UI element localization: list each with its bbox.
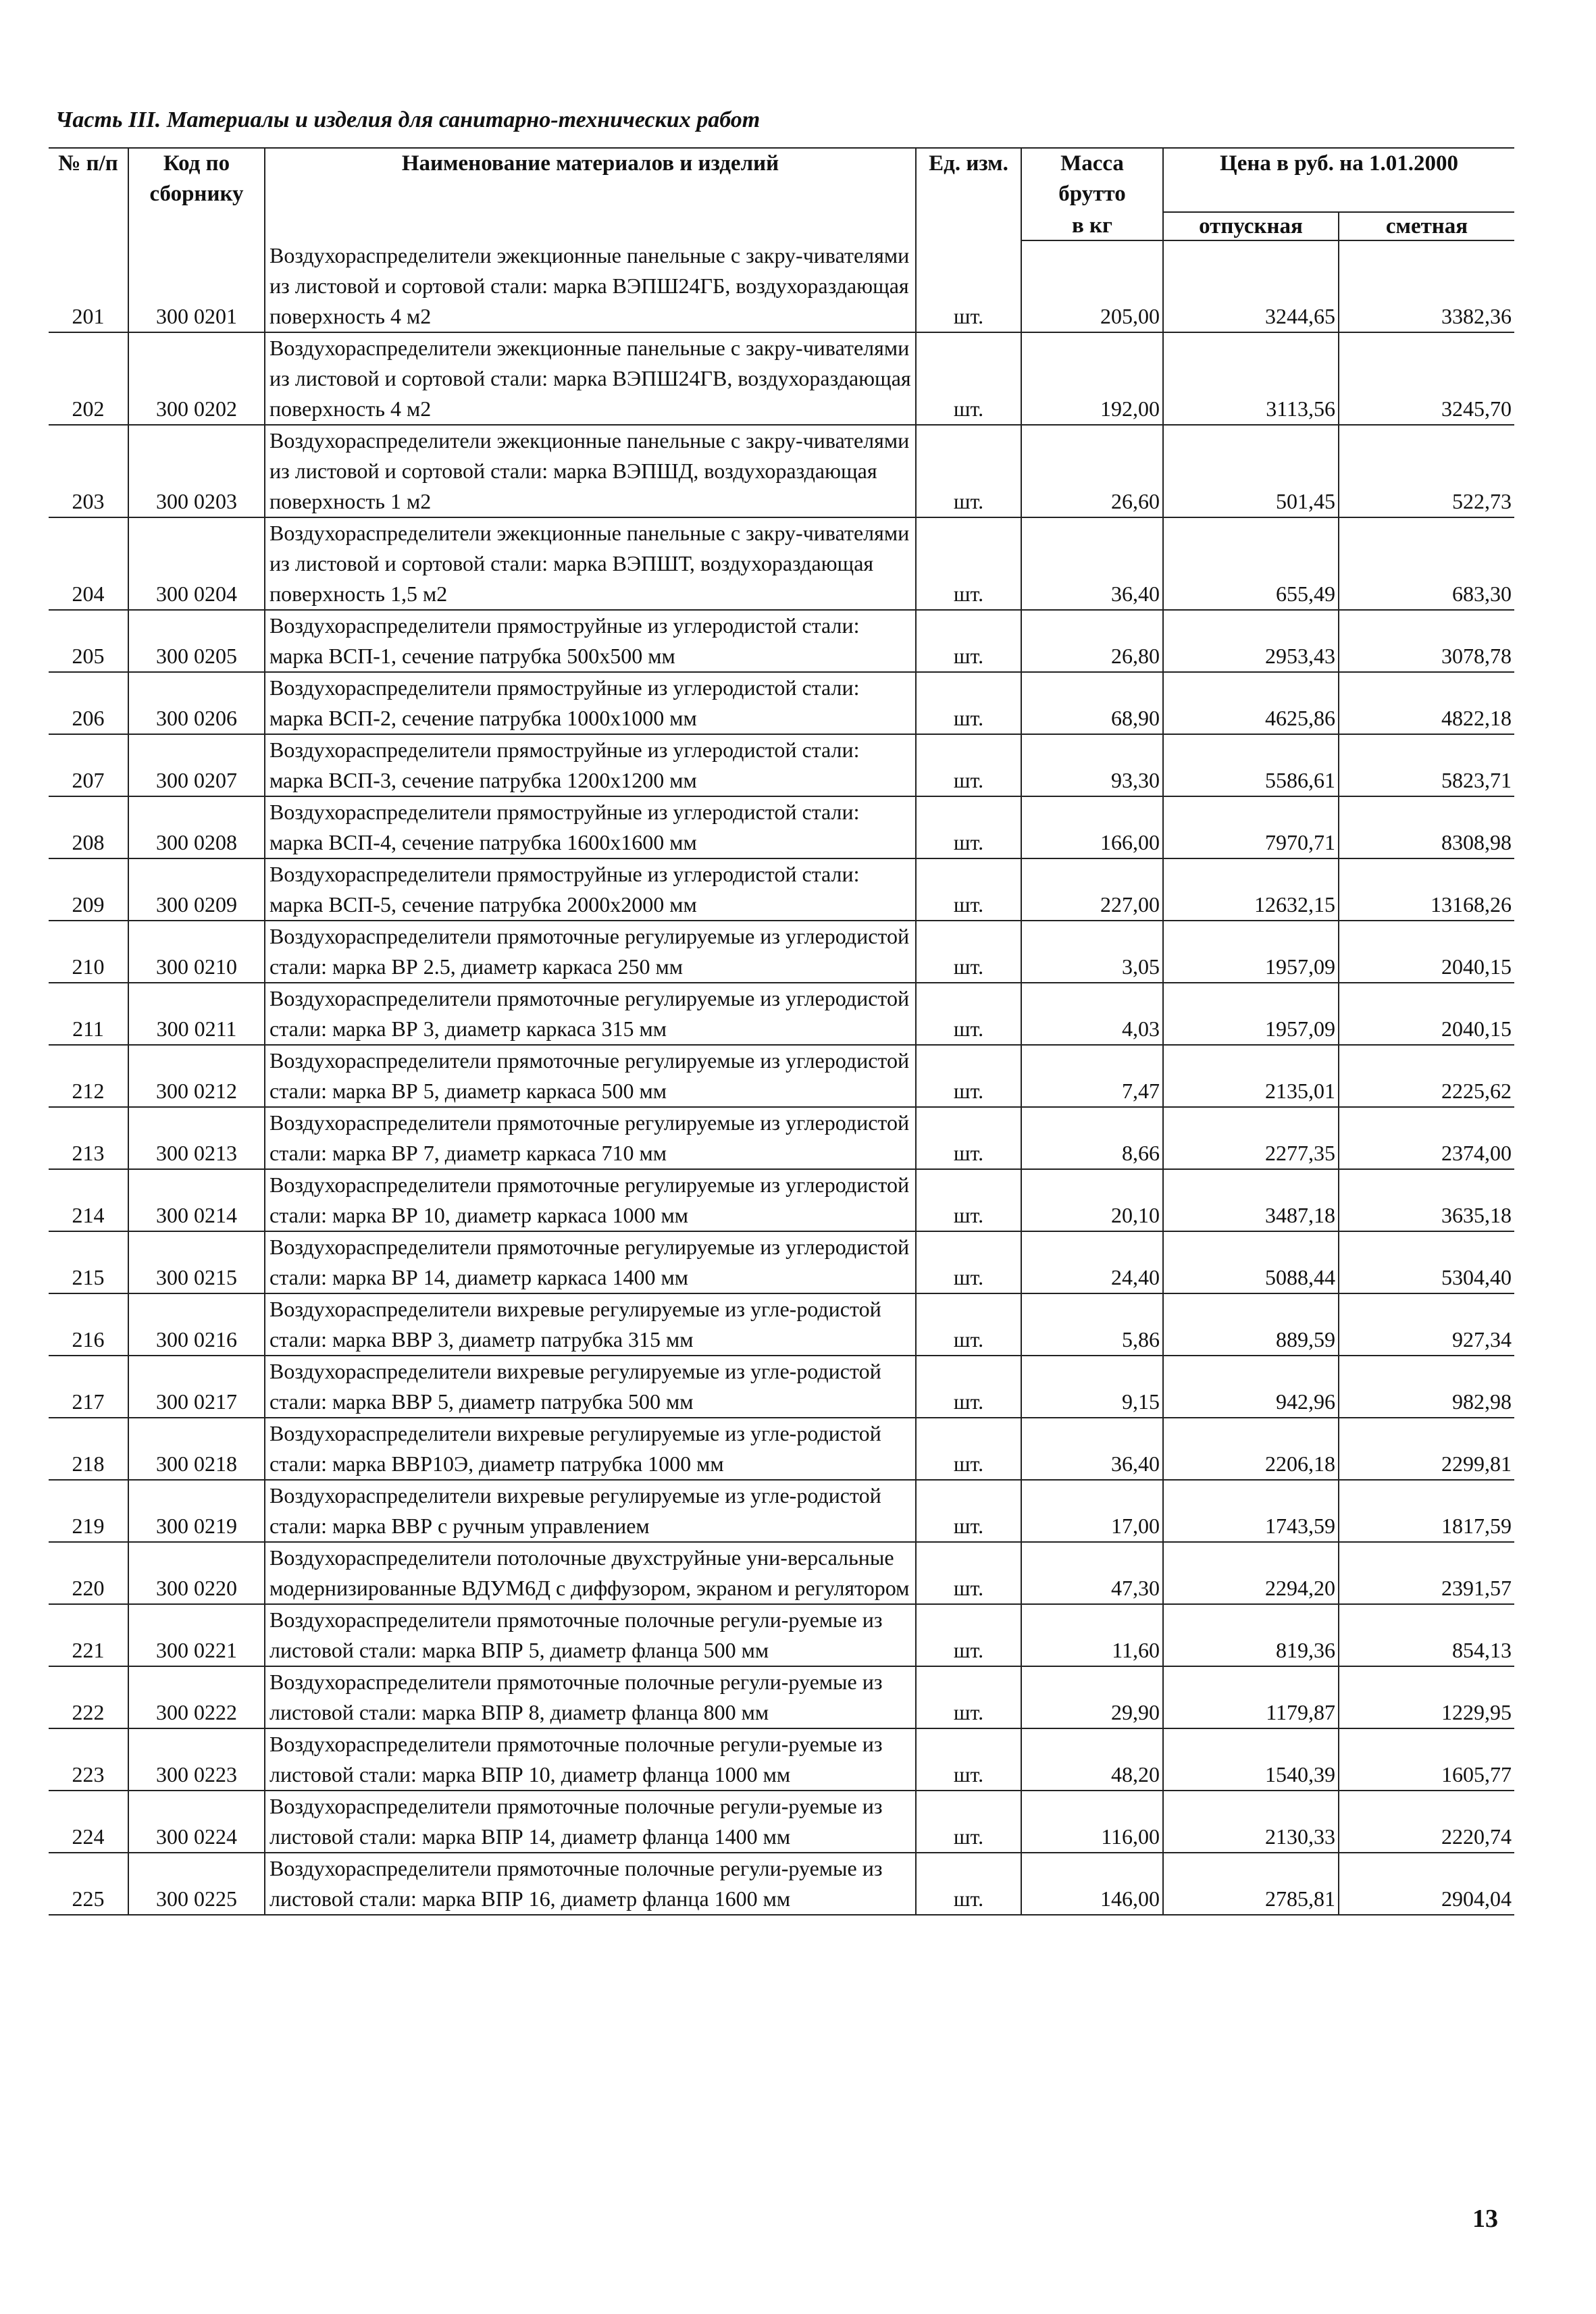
table-row xyxy=(49,983,1514,1045)
row-number: 211 xyxy=(49,983,128,1045)
row-unit: шт. xyxy=(916,858,1021,921)
row-mass: 116,00 xyxy=(1021,1791,1163,1853)
row-name: Воздухораспределители прямоточные полочные регули-руемые из листовой стали: марка ВПР 16, диаметр фланца 1600 мм xyxy=(265,1853,916,1915)
table-row xyxy=(49,1604,1514,1666)
row-code: 300 0210 xyxy=(128,921,265,983)
row-price-estimate: 5304,40 xyxy=(1339,1231,1514,1293)
row-code: 300 0222 xyxy=(128,1666,265,1728)
row-price-estimate: 1817,59 xyxy=(1339,1480,1514,1542)
row-mass: 4,03 xyxy=(1021,983,1163,1045)
row-name: Воздухораспределители эжекционные панельные с закру-чивателями из листовой и сортовой стали: марка ВЭПШ24ГБ, воздухораздающая поверхность 4 м2 xyxy=(265,240,916,332)
row-price-estimate: 2374,00 xyxy=(1339,1107,1514,1169)
row-unit: шт. xyxy=(916,1604,1021,1666)
row-number: 224 xyxy=(49,1791,128,1853)
row-code: 300 0201 xyxy=(128,240,265,332)
row-mass: 26,60 xyxy=(1021,425,1163,517)
row-unit: шт. xyxy=(916,796,1021,858)
row-code: 300 0209 xyxy=(128,858,265,921)
row-unit: шт. xyxy=(916,1480,1021,1542)
col-header-mass-unit: в кг xyxy=(1021,212,1163,240)
row-price-release: 2294,20 xyxy=(1163,1542,1339,1604)
table-row xyxy=(49,1666,1514,1728)
row-price-release: 3487,18 xyxy=(1163,1169,1339,1231)
table-row xyxy=(49,672,1514,734)
row-price-release: 819,36 xyxy=(1163,1604,1339,1666)
row-mass: 7,47 xyxy=(1021,1045,1163,1107)
col-header-unit: Ед. изм. xyxy=(916,148,1021,240)
row-price-release: 889,59 xyxy=(1163,1293,1339,1356)
row-code: 300 0219 xyxy=(128,1480,265,1542)
row-number: 213 xyxy=(49,1107,128,1169)
table-row xyxy=(49,921,1514,983)
row-code: 300 0203 xyxy=(128,425,265,517)
row-number: 208 xyxy=(49,796,128,858)
col-header-num: № п/п xyxy=(49,148,128,240)
row-number: 212 xyxy=(49,1045,128,1107)
col-header-price-group: Цена в руб. на 1.01.2000 xyxy=(1163,148,1514,212)
table-row xyxy=(49,1853,1514,1915)
row-code: 300 0215 xyxy=(128,1231,265,1293)
row-name: Воздухораспределители вихревые регулируемые из угле-родистой стали: марка ВВР10Э, диаметр патрубка 1000 мм xyxy=(265,1418,916,1480)
table-body xyxy=(49,240,1514,1915)
row-price-release: 2277,35 xyxy=(1163,1107,1339,1169)
row-number: 202 xyxy=(49,332,128,425)
row-price-estimate: 2040,15 xyxy=(1339,921,1514,983)
row-name: Воздухораспределители прямоточные полочные регули-руемые из листовой стали: марка ВПР 5, диаметр фланца 500 мм xyxy=(265,1604,916,1666)
row-price-estimate: 3078,78 xyxy=(1339,610,1514,672)
row-price-release: 1540,39 xyxy=(1163,1728,1339,1791)
row-unit: шт. xyxy=(916,332,1021,425)
row-unit: шт. xyxy=(916,983,1021,1045)
row-unit: шт. xyxy=(916,1418,1021,1480)
row-price-estimate: 1229,95 xyxy=(1339,1666,1514,1728)
row-number: 221 xyxy=(49,1604,128,1666)
row-name: Воздухораспределители прямоструйные из углеродистой стали: марка ВСП-4, сечение патрубка 1600х1600 мм xyxy=(265,796,916,858)
row-code: 300 0220 xyxy=(128,1542,265,1604)
row-unit: шт. xyxy=(916,1293,1021,1356)
row-number: 222 xyxy=(49,1666,128,1728)
table-row xyxy=(49,1480,1514,1542)
row-price-release: 501,45 xyxy=(1163,425,1339,517)
row-price-release: 5586,61 xyxy=(1163,734,1339,796)
row-number: 201 xyxy=(49,240,128,332)
row-price-release: 655,49 xyxy=(1163,517,1339,610)
row-price-release: 5088,44 xyxy=(1163,1231,1339,1293)
table-row xyxy=(49,1293,1514,1356)
row-price-release: 2206,18 xyxy=(1163,1418,1339,1480)
row-name: Воздухораспределители вихревые регулируемые из угле-родистой стали: марка ВВР 3, диаметр патрубка 315 мм xyxy=(265,1293,916,1356)
table-row xyxy=(49,1045,1514,1107)
table-row xyxy=(49,796,1514,858)
row-number: 203 xyxy=(49,425,128,517)
row-unit: шт. xyxy=(916,1231,1021,1293)
row-price-estimate: 3382,36 xyxy=(1339,240,1514,332)
row-number: 207 xyxy=(49,734,128,796)
row-price-estimate: 982,98 xyxy=(1339,1356,1514,1418)
row-code: 300 0202 xyxy=(128,332,265,425)
row-number: 220 xyxy=(49,1542,128,1604)
row-number: 210 xyxy=(49,921,128,983)
row-unit: шт. xyxy=(916,425,1021,517)
row-name: Воздухораспределители прямоструйные из углеродистой стали: марка ВСП-3, сечение патрубка 1200х1200 мм xyxy=(265,734,916,796)
table-row xyxy=(49,1231,1514,1293)
row-unit: шт. xyxy=(916,1169,1021,1231)
row-mass: 11,60 xyxy=(1021,1604,1163,1666)
row-unit: шт. xyxy=(916,1356,1021,1418)
row-name: Воздухораспределители прямоточные регулируемые из углеродистой стали: марка ВР 2.5, диаметр каркаса 250 мм xyxy=(265,921,916,983)
row-price-estimate: 927,34 xyxy=(1339,1293,1514,1356)
row-price-estimate: 1605,77 xyxy=(1339,1728,1514,1791)
row-mass: 5,86 xyxy=(1021,1293,1163,1356)
row-price-estimate: 2225,62 xyxy=(1339,1045,1514,1107)
row-mass: 205,00 xyxy=(1021,240,1163,332)
col-header-code: Код по сборнику xyxy=(128,148,265,240)
row-unit: шт. xyxy=(916,921,1021,983)
row-mass: 24,40 xyxy=(1021,1231,1163,1293)
row-price-release: 1179,87 xyxy=(1163,1666,1339,1728)
row-price-estimate: 854,13 xyxy=(1339,1604,1514,1666)
row-name: Воздухораспределители прямоструйные из углеродистой стали: марка ВСП-2, сечение патрубка 1000х1000 мм xyxy=(265,672,916,734)
row-name: Воздухораспределители эжекционные панельные с закру-чивателями из листовой и сортовой стали: марка ВЭПШ24ГВ, воздухораздающая поверхность 4 м2 xyxy=(265,332,916,425)
row-price-estimate: 2391,57 xyxy=(1339,1542,1514,1604)
row-code: 300 0213 xyxy=(128,1107,265,1169)
row-price-estimate: 13168,26 xyxy=(1339,858,1514,921)
row-unit: шт. xyxy=(916,610,1021,672)
row-mass: 8,66 xyxy=(1021,1107,1163,1169)
row-code: 300 0206 xyxy=(128,672,265,734)
row-price-release: 3244,65 xyxy=(1163,240,1339,332)
row-price-release: 3113,56 xyxy=(1163,332,1339,425)
row-code: 300 0204 xyxy=(128,517,265,610)
row-mass: 26,80 xyxy=(1021,610,1163,672)
row-name: Воздухораспределители эжекционные панельные с закру-чивателями из листовой и сортовой стали: марка ВЭПШТ, воздухораздающая поверхность 1,5 м2 xyxy=(265,517,916,610)
row-name: Воздухораспределители прямоточные регулируемые из углеродистой стали: марка ВР 7, диаметр каркаса 710 мм xyxy=(265,1107,916,1169)
table-row xyxy=(49,858,1514,921)
row-number: 209 xyxy=(49,858,128,921)
row-price-release: 1957,09 xyxy=(1163,983,1339,1045)
row-price-release: 2785,81 xyxy=(1163,1853,1339,1915)
row-name: Воздухораспределители вихревые регулируемые из угле-родистой стали: марка ВВР с ручным управлением xyxy=(265,1480,916,1542)
page-title: Часть III. Материалы и изделия для санитарно-технических работ xyxy=(55,107,761,132)
row-number: 206 xyxy=(49,672,128,734)
row-price-release: 2953,43 xyxy=(1163,610,1339,672)
row-mass: 227,00 xyxy=(1021,858,1163,921)
row-mass: 29,90 xyxy=(1021,1666,1163,1728)
row-price-release: 2135,01 xyxy=(1163,1045,1339,1107)
row-code: 300 0207 xyxy=(128,734,265,796)
row-code: 300 0214 xyxy=(128,1169,265,1231)
table-row xyxy=(49,517,1514,610)
table-row xyxy=(49,240,1514,332)
table-row xyxy=(49,610,1514,672)
table-row xyxy=(49,1356,1514,1418)
row-mass: 36,40 xyxy=(1021,517,1163,610)
col-header-price-estimate: сметная xyxy=(1339,212,1514,240)
row-unit: шт. xyxy=(916,1728,1021,1791)
row-mass: 68,90 xyxy=(1021,672,1163,734)
page-number: 13 xyxy=(1472,2205,1498,2233)
row-name: Воздухораспределители прямоточные полочные регули-руемые из листовой стали: марка ВПР 14, диаметр фланца 1400 мм xyxy=(265,1791,916,1853)
row-code: 300 0212 xyxy=(128,1045,265,1107)
row-name: Воздухораспределители прямоточные регулируемые из углеродистой стали: марка ВР 5, диаметр каркаса 500 мм xyxy=(265,1045,916,1107)
table-row xyxy=(49,1107,1514,1169)
row-mass: 93,30 xyxy=(1021,734,1163,796)
table-row xyxy=(49,1728,1514,1791)
col-header-price-release: отпускная xyxy=(1163,212,1339,240)
row-unit: шт. xyxy=(916,1045,1021,1107)
table-row xyxy=(49,1542,1514,1604)
row-mass: 17,00 xyxy=(1021,1480,1163,1542)
row-code: 300 0205 xyxy=(128,610,265,672)
row-price-estimate: 2299,81 xyxy=(1339,1418,1514,1480)
row-price-estimate: 3245,70 xyxy=(1339,332,1514,425)
row-price-estimate: 4822,18 xyxy=(1339,672,1514,734)
row-mass: 3,05 xyxy=(1021,921,1163,983)
row-mass: 20,10 xyxy=(1021,1169,1163,1231)
row-code: 300 0217 xyxy=(128,1356,265,1418)
table-row xyxy=(49,734,1514,796)
table-row xyxy=(49,1791,1514,1853)
row-number: 215 xyxy=(49,1231,128,1293)
row-mass: 47,30 xyxy=(1021,1542,1163,1604)
row-price-estimate: 5823,71 xyxy=(1339,734,1514,796)
row-name: Воздухораспределители прямоточные регулируемые из углеродистой стали: марка ВР 10, диаметр каркаса 1000 мм xyxy=(265,1169,916,1231)
price-table xyxy=(49,147,1514,1916)
row-price-estimate: 3635,18 xyxy=(1339,1169,1514,1231)
row-number: 219 xyxy=(49,1480,128,1542)
row-unit: шт. xyxy=(916,1107,1021,1169)
row-price-release: 7970,71 xyxy=(1163,796,1339,858)
row-unit: шт. xyxy=(916,240,1021,332)
row-mass: 192,00 xyxy=(1021,332,1163,425)
row-number: 205 xyxy=(49,610,128,672)
row-price-release: 1957,09 xyxy=(1163,921,1339,983)
row-number: 225 xyxy=(49,1853,128,1915)
row-number: 214 xyxy=(49,1169,128,1231)
row-name: Воздухораспределители вихревые регулируемые из угле-родистой стали: марка ВВР 5, диаметр патрубка 500 мм xyxy=(265,1356,916,1418)
row-number: 217 xyxy=(49,1356,128,1418)
row-unit: шт. xyxy=(916,672,1021,734)
row-code: 300 0224 xyxy=(128,1791,265,1853)
row-number: 204 xyxy=(49,517,128,610)
row-code: 300 0223 xyxy=(128,1728,265,1791)
row-price-release: 12632,15 xyxy=(1163,858,1339,921)
row-mass: 166,00 xyxy=(1021,796,1163,858)
row-price-estimate: 522,73 xyxy=(1339,425,1514,517)
row-unit: шт. xyxy=(916,1666,1021,1728)
row-code: 300 0208 xyxy=(128,796,265,858)
row-unit: шт. xyxy=(916,734,1021,796)
row-unit: шт. xyxy=(916,517,1021,610)
row-name: Воздухораспределители потолочные двухструйные уни-версальные модернизированные ВДУМ6Д с диффузором, экраном и регулятором xyxy=(265,1542,916,1604)
row-price-estimate: 2904,04 xyxy=(1339,1853,1514,1915)
row-price-estimate: 8308,98 xyxy=(1339,796,1514,858)
row-name: Воздухораспределители прямоструйные из углеродистой стали: марка ВСП-5, сечение патрубка 2000х2000 мм xyxy=(265,858,916,921)
row-name: Воздухораспределители прямоструйные из углеродистой стали: марка ВСП-1, сечение патрубка 500х500 мм xyxy=(265,610,916,672)
row-number: 223 xyxy=(49,1728,128,1791)
row-price-release: 1743,59 xyxy=(1163,1480,1339,1542)
row-mass: 146,00 xyxy=(1021,1853,1163,1915)
row-code: 300 0218 xyxy=(128,1418,265,1480)
row-unit: шт. xyxy=(916,1853,1021,1915)
row-price-release: 942,96 xyxy=(1163,1356,1339,1418)
row-mass: 9,15 xyxy=(1021,1356,1163,1418)
row-number: 216 xyxy=(49,1293,128,1356)
table-row xyxy=(49,425,1514,517)
row-name: Воздухораспределители прямоточные регулируемые из углеродистой стали: марка ВР 14, диаметр каркаса 1400 мм xyxy=(265,1231,916,1293)
table-row xyxy=(49,1418,1514,1480)
row-price-estimate: 2220,74 xyxy=(1339,1791,1514,1853)
row-price-release: 4625,86 xyxy=(1163,672,1339,734)
col-header-mass: Масса брутто xyxy=(1021,148,1163,212)
row-price-estimate: 683,30 xyxy=(1339,517,1514,610)
row-name: Воздухораспределители эжекционные панельные с закру-чивателями из листовой и сортовой стали: марка ВЭПШД, воздухораздающая поверхность 1 м2 xyxy=(265,425,916,517)
row-price-release: 2130,33 xyxy=(1163,1791,1339,1853)
row-code: 300 0221 xyxy=(128,1604,265,1666)
row-name: Воздухораспределители прямоточные полочные регули-руемые из листовой стали: марка ВПР 10, диаметр фланца 1000 мм xyxy=(265,1728,916,1791)
table-row xyxy=(49,332,1514,425)
row-mass: 48,20 xyxy=(1021,1728,1163,1791)
table-row xyxy=(49,1169,1514,1231)
row-code: 300 0225 xyxy=(128,1853,265,1915)
row-code: 300 0211 xyxy=(128,983,265,1045)
row-name: Воздухораспределители прямоточные регулируемые из углеродистой стали: марка ВР 3, диаметр каркаса 315 мм xyxy=(265,983,916,1045)
row-price-estimate: 2040,15 xyxy=(1339,983,1514,1045)
col-header-name: Наименование материалов и изделий xyxy=(265,148,916,240)
row-unit: шт. xyxy=(916,1791,1021,1853)
row-code: 300 0216 xyxy=(128,1293,265,1356)
row-number: 218 xyxy=(49,1418,128,1480)
row-unit: шт. xyxy=(916,1542,1021,1604)
row-name: Воздухораспределители прямоточные полочные регули-руемые из листовой стали: марка ВПР 8, диаметр фланца 800 мм xyxy=(265,1666,916,1728)
row-mass: 36,40 xyxy=(1021,1418,1163,1480)
